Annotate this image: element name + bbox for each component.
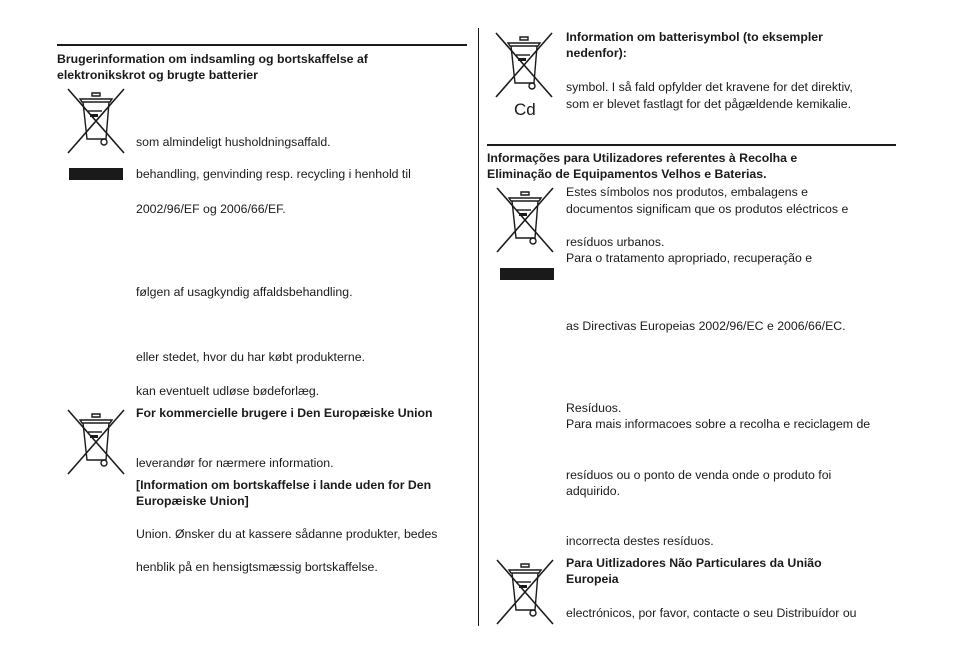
pt-line-b2: Para o tratamento apropriado, recuperação e [566,251,813,265]
battery-heading-line-1: Information om batterisymbol (to eksempler [566,30,823,44]
commercial-heading: For kommercielle brugere i Den Europæiske Union [136,406,433,420]
outside-eu-heading-line-1: [Information om bortskaffelse i lande uden for Den [136,478,432,492]
left-top-rule [57,44,467,46]
pt-heading-line-2: Eliminação de Equipamentos Velhos e Baterias. [487,167,767,181]
pt-heading-line-1: Informações para Utilizadores referentes à Recolha e [487,151,798,165]
crossed-bin-icon [495,186,555,254]
pt-directives-line: as Directivas Europeias 2002/96/EC e 2006/66/EC. [566,319,846,333]
battery-line-1: symbol. I så fald opfylder det kravene for det direktiv, [566,80,853,94]
cd-chemical-label: Cd [514,100,536,119]
right-section-rule [487,144,896,146]
left-line-3: 2002/96/EF og 2006/66/EF. [136,202,286,216]
outside-eu-line-2: henblik på en hensigtsmæssig bortskaffelse. [136,560,378,574]
pt-nonprivate-heading-line-2: Europeia [566,572,619,586]
pt-line-a2: documentos significam que os produtos eléctricos e [566,202,849,216]
pt-nonprivate-heading-line-1: Para Uitlizadores Não Particulares da União [566,556,822,570]
crossed-bin-icon [66,87,126,155]
pt-line-d1: resíduos ou o ponto de venda onde o produto foi [566,468,832,482]
outside-eu-heading-line-2: Europæiske Union] [136,494,249,508]
commercial-line: leverandør for nærmere information. [136,456,334,470]
outside-eu-line-1: Union. Ønsker du at kassere sådanne produkter, bedes [136,527,438,541]
crossed-bin-icon [66,408,126,476]
left-heading-line-1: Brugerinformation om indsamling og bortskaffelse af [57,52,368,66]
black-bar [69,168,123,180]
pt-line-d2: adquirido. [566,484,621,498]
left-line-5: eller stedet, hvor du har købt produkterne. [136,350,365,364]
crossed-bin-icon [494,31,554,99]
left-line-1: som almindeligt husholdningsaffald. [136,135,331,149]
left-heading-line-2: elektronikskrot og brugte batterier [57,68,258,82]
pt-line-b1: resíduos urbanos. [566,235,665,249]
left-line-2: behandling, genvinding resp. recycling i henhold til [136,167,411,181]
pt-line-e: incorrecta destes resíduos. [566,534,714,548]
battery-heading-line-2: nedenfor): [566,46,627,60]
pt-line-f: electrónicos, por favor, contacte o seu Distribuídor ou [566,606,857,620]
black-bar [500,268,554,280]
pt-line-a1: Estes símbolos nos produtos, embalagens e [566,185,808,199]
pt-line-c1: Resíduos. [566,401,622,415]
crossed-bin-icon [495,558,555,626]
battery-line-2: som er blevet fastlagt for det pågældende kemikalie. [566,97,852,111]
pt-line-c2: Para mais informacoes sobre a recolha e reciclagem de [566,417,871,431]
left-line-4: følgen af usagkyndig affaldsbehandling. [136,285,353,299]
left-line-6: kan eventuelt udløse bødeforlæg. [136,384,320,398]
column-divider [478,28,479,626]
